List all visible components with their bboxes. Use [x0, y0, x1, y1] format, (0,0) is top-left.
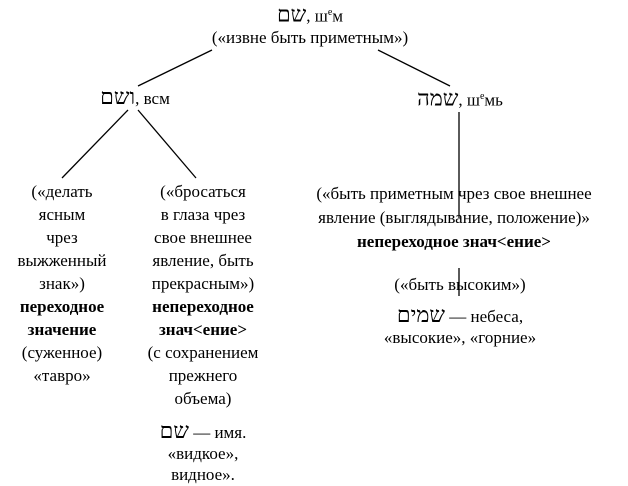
lr-bold-line: знач<ение>: [158, 320, 248, 339]
right-translit-sup: e: [479, 91, 485, 102]
edge-root-right: [378, 50, 450, 86]
root-translit-sup: e: [327, 7, 333, 18]
root-gloss: («извне быть приметным»): [211, 27, 409, 47]
lr-line: явление, быть: [152, 251, 254, 270]
lr-word-line: «видкое»,: [167, 444, 239, 463]
rr-line: («быть приметным чрез свое внешнее: [316, 184, 592, 203]
left-node: [70, 86, 200, 109]
lr-word-line: видное».: [171, 465, 235, 484]
ll-bold-line: значение: [27, 320, 97, 339]
ll-line: чрез: [46, 228, 78, 247]
rr-node: [282, 182, 626, 254]
left-hebrew: ושם: [100, 84, 136, 109]
lr-line: («бросаться: [160, 182, 246, 201]
lr-line: свое внешнее: [154, 228, 252, 247]
lr-word-gloss: — имя.: [188, 423, 247, 442]
lr-tail-line: (с сохранением: [147, 343, 259, 362]
ll-line: знак»): [39, 274, 85, 293]
rr-word: [330, 304, 590, 348]
ll-node: [0, 180, 124, 387]
lr-word-hebrew: שם: [159, 418, 189, 443]
lr-tail-line: прежнего: [168, 366, 238, 385]
right-translit: , ш: [458, 90, 480, 110]
lr-node: [128, 180, 278, 410]
rr-word-hebrew: שמים: [396, 302, 446, 327]
rr-sub-gloss: («быть высоким»): [394, 275, 526, 294]
ll-line: выжженный: [17, 251, 107, 270]
left-translit: , всм: [135, 89, 170, 108]
edge-root-left: [138, 50, 212, 86]
root-hebrew: שם: [276, 1, 307, 27]
lr-word: [128, 420, 278, 485]
rr-line: явление (выглядывание, положение)»: [318, 208, 590, 227]
ll-line: («делать: [31, 182, 93, 201]
ll-tail-line: «тавро»: [33, 366, 91, 385]
root-node: [190, 2, 430, 48]
root-translit: , ш: [306, 6, 328, 26]
right-hebrew: שמה: [417, 85, 459, 111]
edge-left-lr: [138, 110, 196, 178]
ll-tail-line: (суженное): [21, 343, 103, 362]
ll-line: ясным: [38, 205, 86, 224]
lr-tail-line: объема): [174, 389, 232, 408]
rr-word-line2: «высокие», «горние»: [383, 328, 537, 347]
right-node: [400, 86, 520, 111]
lr-line: прекрасным»): [151, 274, 255, 293]
rr-word-gloss: — небеса,: [445, 307, 524, 326]
edge-left-ll: [62, 110, 128, 178]
ll-bold-line: переходное: [19, 297, 105, 316]
lr-bold-line: непереходное: [152, 297, 254, 316]
rr-bold-line: непереходное знач<ение>: [357, 232, 551, 251]
root-translit-end: м: [332, 6, 344, 26]
lr-line: в глаза чрез: [160, 205, 246, 224]
right-translit-end: мь: [484, 90, 503, 110]
